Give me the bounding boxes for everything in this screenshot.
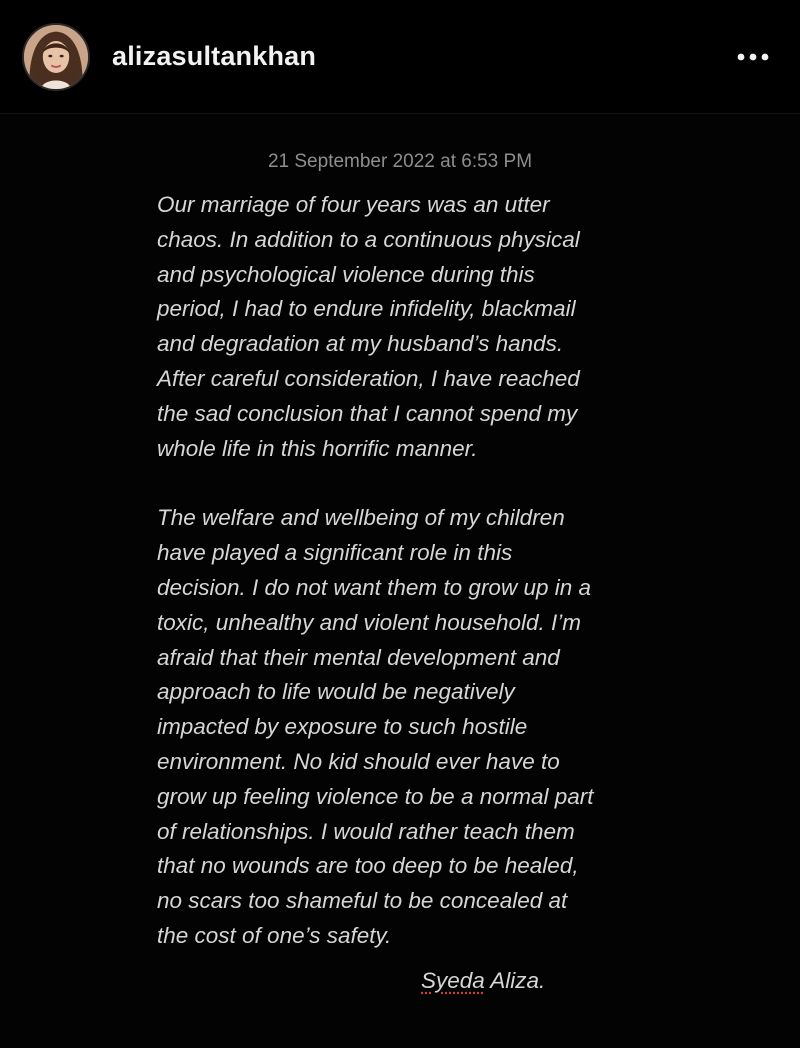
text-line: approach to life would be negatively — [157, 679, 515, 705]
text-line: afraid that their mental development and — [157, 644, 560, 670]
text-line: chaos. In addition to a continuous physical — [157, 226, 580, 252]
more-options-icon — [728, 42, 778, 72]
text-line: that no wounds are too deep to be healed, — [157, 853, 579, 879]
text-line: the cost of one’s safety. — [157, 922, 392, 948]
text-line: toxic, unhealthy and violent household. I’m — [157, 609, 582, 635]
note-body — [157, 188, 657, 954]
text-line: of relationships. I would rather teach them — [157, 818, 575, 844]
paragraph-2 — [157, 501, 657, 953]
username[interactable]: alizasultankhan — [112, 41, 317, 71]
paragraph-gap — [157, 466, 657, 501]
text-line: The welfare and wellbeing of my children — [157, 505, 565, 531]
signature-first-name: Syeda — [421, 968, 485, 993]
note-screenshot — [0, 114, 800, 1048]
text-line: and degradation at my husband’s hands. — [157, 331, 564, 357]
post-header — [0, 0, 800, 114]
text-line: After careful consideration, I have reached — [157, 365, 580, 391]
paragraph-1 — [157, 188, 657, 466]
signature-last-name: Aliza. — [490, 968, 546, 993]
text-line: and psychological violence during this — [157, 261, 535, 287]
text-line: the sad conclusion that I cannot spend my — [157, 400, 578, 426]
note-timestamp: 21 September 2022 at 6:53 PM — [267, 151, 533, 172]
profile-photo-icon[interactable] — [22, 23, 90, 91]
text-line: whole life in this horrific manner. — [157, 435, 478, 461]
text-line: decision. I do not want them to grow up in a — [157, 574, 592, 600]
text-line: period, I had to endure infidelity, blackmail — [157, 296, 576, 322]
text-line: Our marriage of four years was an utter — [157, 192, 550, 217]
text-line: grow up feeling violence to be a normal part — [157, 783, 594, 809]
text-line: environment. No kid should ever have to — [157, 748, 560, 774]
text-line: have played a significant role in this — [157, 540, 513, 566]
text-line: no scars too shameful to be concealed at — [157, 888, 568, 914]
more-options-button[interactable] — [728, 42, 778, 72]
signature — [421, 966, 545, 996]
text-line: impacted by exposure to such hostile — [157, 714, 528, 740]
